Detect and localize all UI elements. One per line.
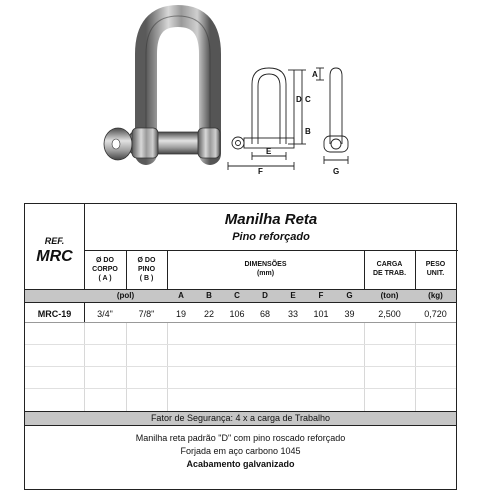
header-body-diameter: [84, 256, 126, 283]
description-line-3: Acabamento galvanizado: [186, 459, 295, 469]
units-row: [25, 289, 456, 303]
cell-weight: 0,720: [424, 309, 447, 319]
spec-table: [24, 203, 457, 490]
header-text: ( B ): [139, 275, 154, 282]
product-subtitle: Pino reforçado: [232, 231, 310, 243]
dim-label-c: C: [305, 95, 311, 104]
header-text: DIMENSÕES: [244, 261, 287, 268]
grid-line: [415, 323, 416, 411]
header-unit-weight: [415, 260, 456, 278]
cell-a: 19: [175, 309, 186, 319]
grid-line: [364, 323, 365, 411]
unit-e: E: [290, 291, 296, 300]
dimension-drawings: [222, 62, 372, 178]
cell-pin: 7/8": [138, 309, 155, 319]
cell-b: 22: [203, 309, 214, 319]
header-text: PESO: [425, 261, 446, 268]
product-title: Manilha Reta: [224, 211, 318, 228]
header-text: DE TRAB.: [372, 270, 407, 277]
shackle-photo: [96, 4, 230, 174]
dim-label-e: E: [266, 147, 272, 156]
grid-line: [167, 323, 168, 411]
header-text: Ø DO: [96, 257, 114, 264]
header-pin-diameter: [126, 256, 167, 283]
unit-ton: (ton): [380, 291, 399, 300]
cell-g: 39: [344, 309, 355, 319]
unit-d: D: [262, 291, 268, 300]
dim-label-g: G: [333, 167, 340, 176]
grid-line: [84, 323, 85, 411]
ref-code: MRC: [36, 248, 73, 265]
description-line-2: Forjada em aço carbono 1045: [180, 446, 301, 456]
dim-label-b: B: [305, 127, 311, 136]
description-line-1: Manilha reta padrão "D" com pino roscado reforçado: [135, 433, 346, 443]
cell-load: 2,500: [378, 309, 401, 319]
dim-label-f: F: [258, 167, 263, 176]
unit-g: G: [346, 291, 353, 300]
grid-line: [25, 366, 456, 367]
header-text: (mm): [256, 270, 275, 277]
header-text: UNIT.: [426, 270, 445, 277]
header-text: CARGA: [376, 261, 403, 268]
grid-line: [25, 388, 456, 389]
unit-f: F: [318, 291, 324, 300]
ref-column: [25, 204, 85, 290]
unit-pol: (pol): [116, 291, 135, 300]
dim-label-a: A: [312, 70, 318, 79]
header-text: Ø DO: [137, 257, 156, 264]
header-text: CORPO: [92, 266, 118, 273]
grid-line: [25, 344, 456, 345]
unit-c: C: [234, 291, 240, 300]
cell-e: 33: [287, 309, 298, 319]
unit-a: A: [178, 291, 184, 300]
header-text: ( A ): [98, 275, 112, 282]
grid-line: [126, 323, 127, 411]
header-work-load: [364, 260, 415, 278]
cell-ref: MRC-19: [37, 309, 72, 319]
dim-label-d: D: [296, 95, 302, 104]
header-text: PINO: [137, 266, 156, 273]
header-dimensions: [167, 260, 364, 278]
cell-body: 3/4": [97, 309, 113, 319]
safety-factor: Fator de Segurança: 4 x a carga de Trabalho: [25, 411, 456, 426]
ref-label: REF.: [44, 236, 65, 246]
cell-c: 106: [229, 309, 245, 319]
row-divider: [25, 322, 456, 323]
cell-f: 101: [313, 309, 329, 319]
cell-d: 68: [259, 309, 270, 319]
unit-b: B: [206, 291, 212, 300]
unit-kg: (kg): [428, 291, 443, 300]
header-divider: [84, 250, 458, 251]
